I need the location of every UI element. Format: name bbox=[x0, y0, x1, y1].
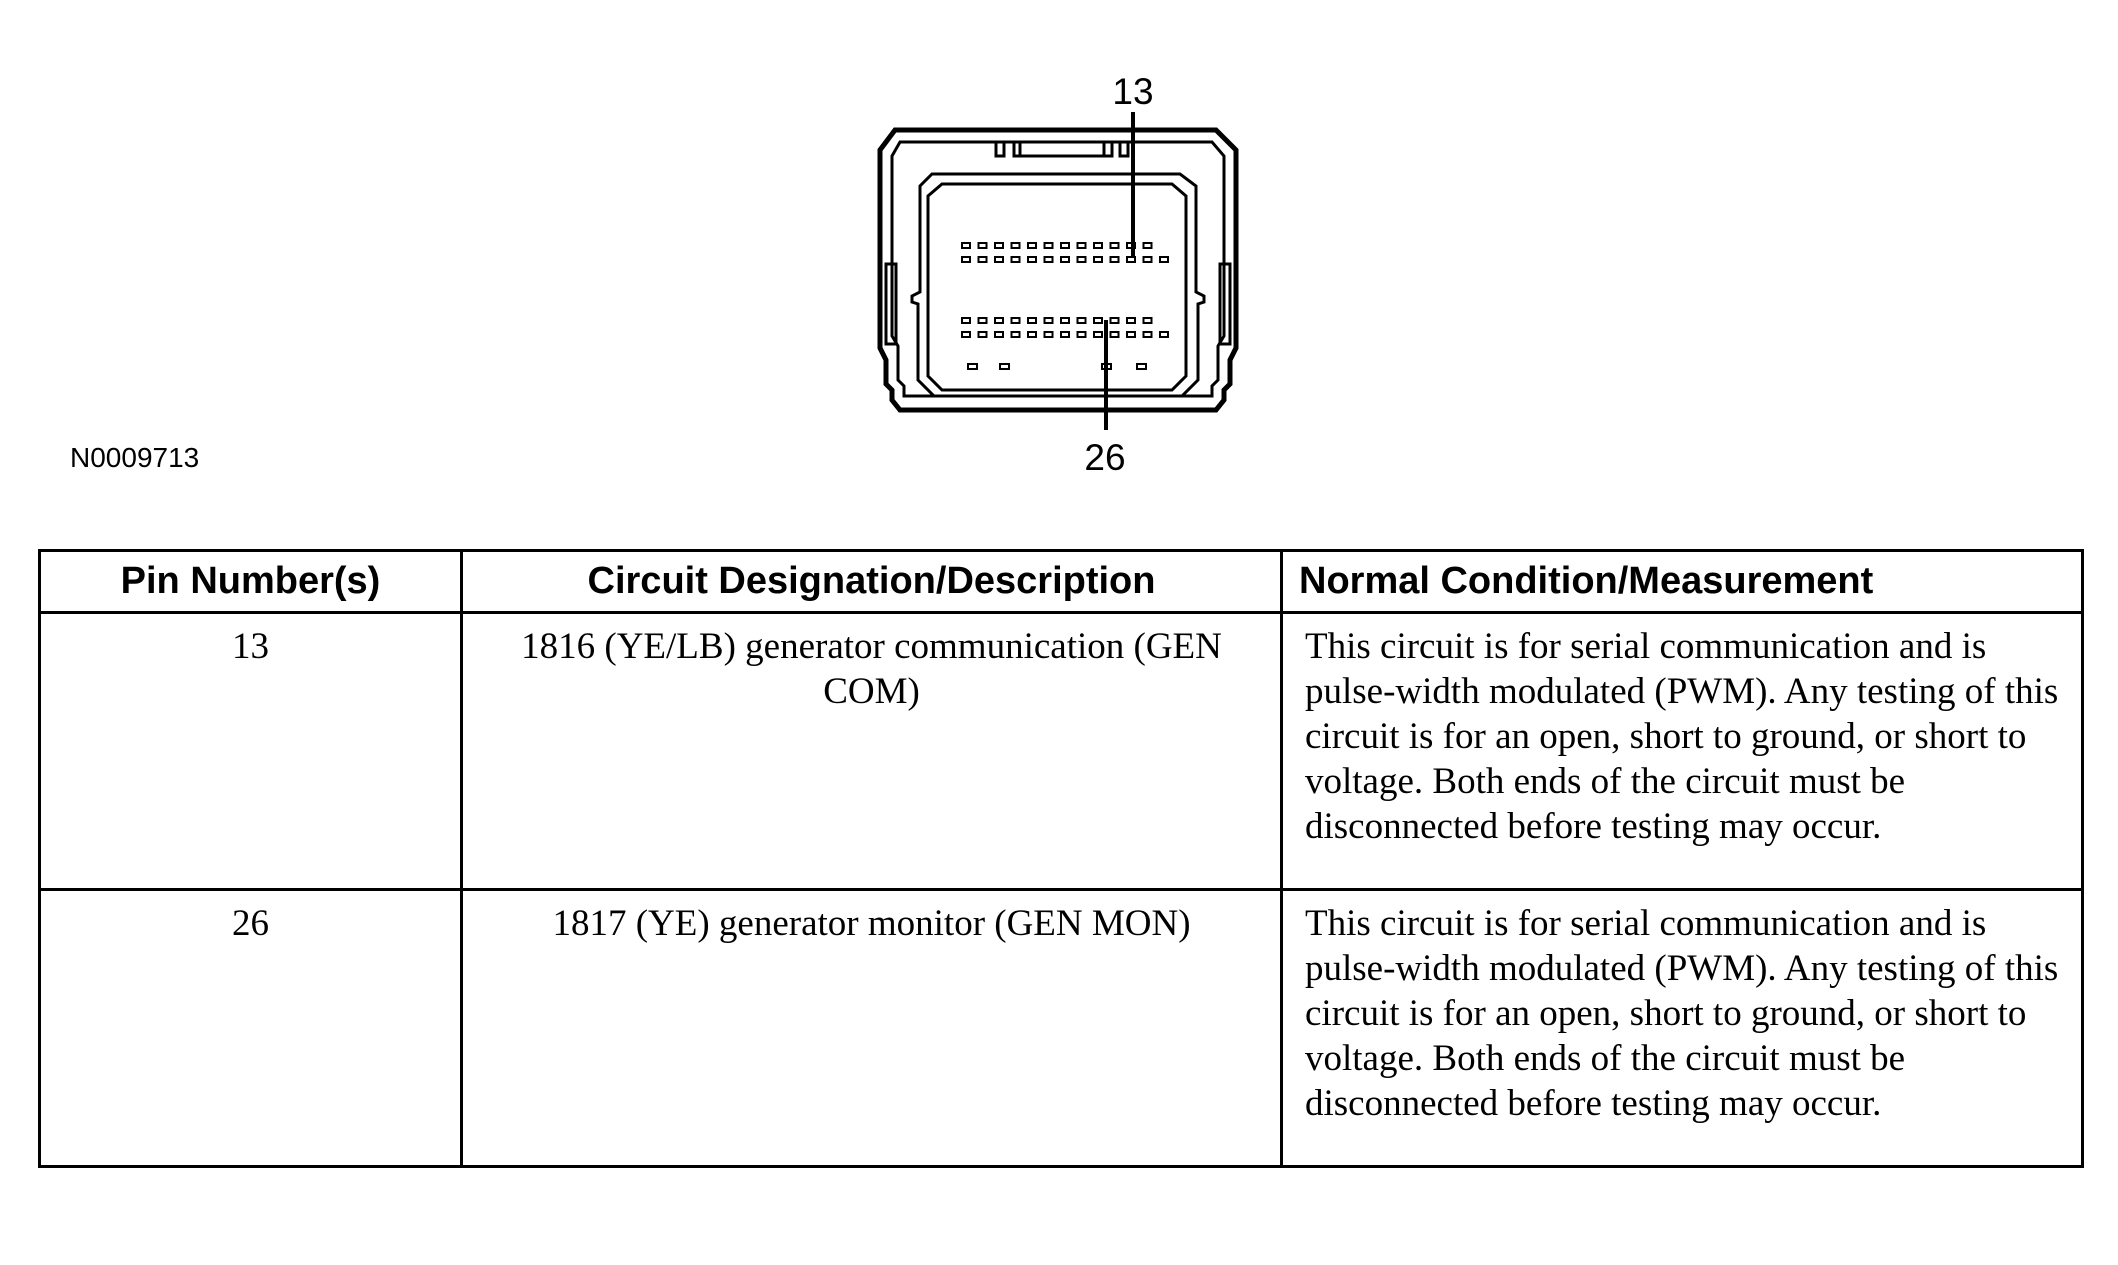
pin-cavity bbox=[1160, 332, 1168, 337]
pin-cavity bbox=[995, 318, 1003, 323]
pin-cavity bbox=[1111, 257, 1119, 262]
pin-cavity bbox=[1012, 243, 1020, 248]
pin-cavity bbox=[1111, 318, 1119, 323]
figure-id: N0009713 bbox=[70, 442, 200, 473]
table-row bbox=[40, 613, 2083, 890]
pin-cavity bbox=[1078, 257, 1086, 262]
pin-cavity bbox=[979, 318, 987, 323]
pin-cavity bbox=[1078, 243, 1086, 248]
connector-face bbox=[928, 184, 1186, 390]
pin-cavity bbox=[1045, 243, 1053, 248]
pin-cavity bbox=[1144, 257, 1152, 262]
pin-cavity bbox=[1028, 243, 1036, 248]
pin-cavity bbox=[1012, 257, 1020, 262]
pin-cavity bbox=[1094, 318, 1102, 323]
pin-cavity bbox=[979, 257, 987, 262]
pin-cavity bbox=[1012, 332, 1020, 337]
cell-normal-condition: This circuit is for serial communication and is pulse-width modulated (PWM). Any testing of this circuit is for an open, short to ground, or short to voltage. Both ends of the circuit must be disconnected before testing may occur. bbox=[1282, 613, 2083, 890]
table-header-row bbox=[40, 551, 2083, 613]
pin-cavity bbox=[1144, 332, 1152, 337]
callout-label-13: 13 bbox=[1112, 71, 1154, 112]
pin-cavity bbox=[1127, 257, 1135, 262]
connector-housing-outer bbox=[880, 130, 1236, 410]
cell-pin-number: 13 bbox=[40, 613, 462, 890]
pin-cavity bbox=[962, 257, 970, 262]
pin-cavity bbox=[1144, 318, 1152, 323]
header-circuit-description: Circuit Designation/Description bbox=[462, 551, 1282, 613]
cell-circuit-description: 1817 (YE) generator monitor (GEN MON) bbox=[462, 890, 1282, 1167]
pin-cavity-large bbox=[1000, 364, 1009, 369]
pin-cavity bbox=[1045, 332, 1053, 337]
pin-cavity-large bbox=[1137, 364, 1146, 369]
pin-cavity bbox=[1061, 257, 1069, 262]
header-pin-numbers: Pin Number(s) bbox=[40, 551, 462, 613]
pin-cavity bbox=[1144, 243, 1152, 248]
pin-cavity bbox=[1094, 257, 1102, 262]
connector-housing-inner bbox=[892, 142, 1224, 396]
pin-cavity bbox=[962, 243, 970, 248]
pin-cavity-large bbox=[968, 364, 977, 369]
connector-shroud bbox=[912, 174, 1204, 396]
pin-cavity bbox=[1094, 243, 1102, 248]
pin-cavity bbox=[962, 318, 970, 323]
connector-diagram bbox=[0, 0, 2118, 480]
pin-cavity bbox=[1045, 318, 1053, 323]
pin-cavity bbox=[1078, 318, 1086, 323]
pin-cavity bbox=[962, 332, 970, 337]
pin-cavity bbox=[1160, 257, 1168, 262]
pin-cavity bbox=[1028, 318, 1036, 323]
pin-cavity bbox=[1061, 318, 1069, 323]
table-row bbox=[40, 890, 2083, 1167]
pin-cavity bbox=[995, 332, 1003, 337]
pin-cavity bbox=[1111, 332, 1119, 337]
pin-cavity bbox=[1111, 243, 1119, 248]
cell-normal-condition: This circuit is for serial communication and is pulse-width modulated (PWM). Any testing of this circuit is for an open, short to ground, or short to voltage. Both ends of the circuit must be disconnected before testing may occur. bbox=[1282, 890, 2083, 1167]
pin-cavity bbox=[979, 243, 987, 248]
pin-cavity bbox=[995, 257, 1003, 262]
header-normal-condition: Normal Condition/Measurement bbox=[1282, 551, 2083, 613]
cell-pin-number: 26 bbox=[40, 890, 462, 1167]
pin-cavity-grid bbox=[962, 243, 1168, 369]
pin-cavity bbox=[1028, 257, 1036, 262]
pin-cavity bbox=[1078, 332, 1086, 337]
pin-cavity bbox=[1028, 332, 1036, 337]
pin-cavity bbox=[1061, 243, 1069, 248]
pin-cavity bbox=[1127, 318, 1135, 323]
pin-cavity bbox=[979, 332, 987, 337]
pinout-table bbox=[38, 549, 2084, 1168]
cell-circuit-description: 1816 (YE/LB) generator communication (GEN COM) bbox=[462, 613, 1282, 890]
pin-cavity bbox=[1127, 332, 1135, 337]
pin-cavity bbox=[995, 243, 1003, 248]
pin-cavity bbox=[1012, 318, 1020, 323]
pin-cavity bbox=[1045, 257, 1053, 262]
pin-cavity bbox=[1094, 332, 1102, 337]
callout-label-26: 26 bbox=[1084, 437, 1126, 478]
connector-latch-notches bbox=[996, 142, 1128, 156]
pin-cavity bbox=[1061, 332, 1069, 337]
